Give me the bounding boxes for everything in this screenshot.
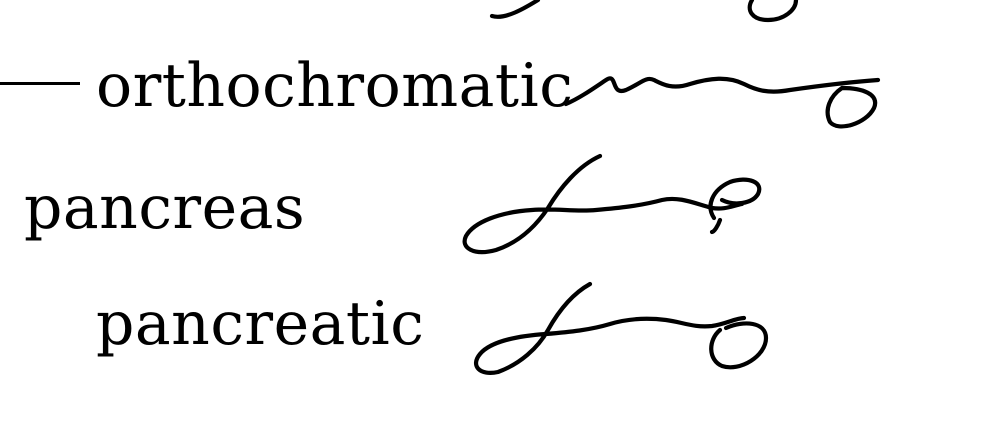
shorthand-outline-pancreas-icon: [465, 156, 760, 252]
lead-dash: [0, 82, 80, 85]
cutoff-outline-top-right-icon: [750, 0, 796, 20]
shorthand-outline-orthochromatic-icon: [566, 78, 878, 126]
cutoff-outline-top-left-icon: [492, 0, 538, 17]
word-pancreatic: pancreatic: [96, 289, 425, 359]
word-pancreas: pancreas: [24, 173, 306, 243]
shorthand-outline-pancreatic-icon: [476, 284, 766, 373]
word-orthochromatic: orthochromatic: [96, 51, 574, 121]
